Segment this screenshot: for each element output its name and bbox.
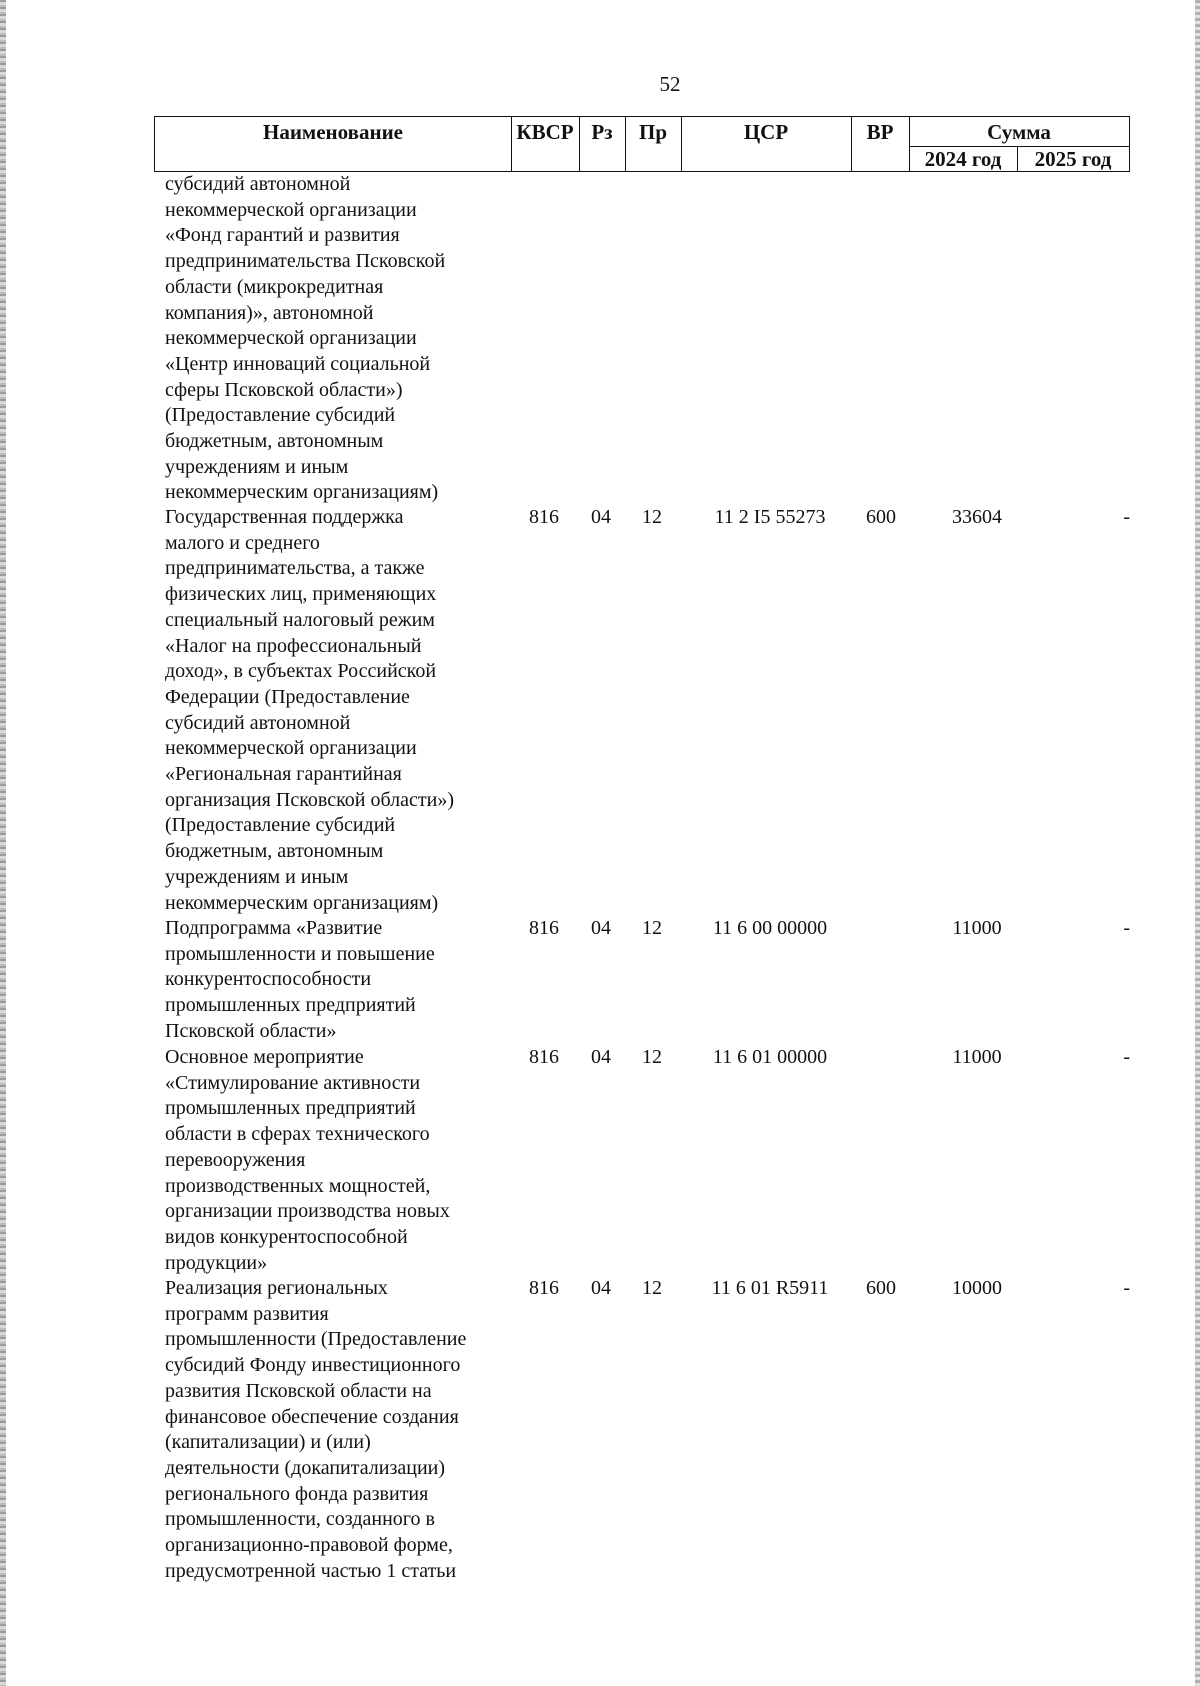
row-2025: - bbox=[1123, 1046, 1130, 1068]
row-rz: 04 bbox=[591, 506, 611, 528]
row-pr: 12 bbox=[642, 917, 662, 939]
header-vr: ВР bbox=[866, 120, 894, 144]
row-2024: 11000 bbox=[952, 917, 1002, 939]
row-name: Государственная поддержка малого и среднего предпринимательства, а также физических лиц, применяющих специальный налоговый режим «Налог на профессиональный доход», в субъектах Российской Федерации (Предоставление субсидий автономной некоммерческой организации «Региональная гарантийная организация Псковской области») (Предоставление субсидий бюджетным, автономным учреждениям и иным некоммерческим организациям) bbox=[165, 506, 455, 914]
row-2024: 10000 bbox=[952, 1277, 1002, 1299]
row-csr: 11 2 I5 55273 bbox=[714, 506, 826, 528]
row-csr: 11 6 01 00000 bbox=[712, 1046, 828, 1068]
row-pr: 12 bbox=[642, 506, 662, 528]
row-2024: 33604 bbox=[952, 506, 1002, 528]
row-pr: 12 bbox=[642, 1277, 662, 1299]
header-kvsr: КВСР bbox=[516, 120, 574, 144]
row-kvsr: 816 bbox=[529, 506, 559, 528]
row-2024: 11000 bbox=[952, 1046, 1002, 1068]
row-kvsr: 816 bbox=[529, 1046, 559, 1068]
row-name: Реализация региональных программ развития промышленности (Предоставление субсидий Фонду инвестиционного развития Псковской области на финансовое обеспечение создания (капитализации) и (или) деятельности (докапитализации) регионального фонда развития промышленности, созданного в организационно-правовой форме, предусмотренной частью 1 статьи bbox=[165, 1277, 467, 1582]
row-rz: 04 bbox=[591, 917, 611, 939]
row-rz: 04 bbox=[591, 1046, 611, 1068]
scan-edge-left bbox=[0, 0, 6, 1686]
header-2024: 2024 год bbox=[924, 147, 1002, 171]
header-name: Наименование bbox=[263, 120, 403, 144]
row-name: Подпрограмма «Развитие промышленности и повышение конкурентоспособности промышленных предприятий Псковской области» bbox=[165, 917, 435, 1042]
row-pr: 12 bbox=[642, 1046, 662, 1068]
row-vr: 600 bbox=[866, 506, 896, 528]
row-csr: 11 6 01 R5911 bbox=[711, 1277, 829, 1299]
table-header bbox=[154, 116, 1130, 172]
row-csr: 11 6 00 00000 bbox=[712, 917, 828, 939]
scan-edge-right bbox=[1195, 0, 1200, 1686]
header-rz: Рз bbox=[591, 120, 613, 144]
row-rz: 04 bbox=[591, 1277, 611, 1299]
row-2025: - bbox=[1123, 917, 1130, 939]
row-name: Основное мероприятие «Стимулирование активности промышленных предприятий области в сферах технического перевооружения производственных мощностей, организации производства новых видов конкурентоспособной продукции» bbox=[165, 1046, 450, 1274]
header-pr: Пр bbox=[638, 120, 667, 144]
row-2025: - bbox=[1123, 506, 1130, 528]
row-kvsr: 816 bbox=[529, 917, 559, 939]
row-name: субсидий автономной некоммерческой организации «Фонд гарантий и развития предпринимательства Псковской области (микрокредитная компания)», автономной некоммерческой организации «Центр инноваций социальной сферы Псковской области») (Предоставление субсидий бюджетным, автономным учреждениям и иным некоммерческим организациям) bbox=[165, 173, 446, 504]
header-2025: 2025 год bbox=[1034, 147, 1112, 171]
row-kvsr: 816 bbox=[529, 1277, 559, 1299]
row-2025: - bbox=[1123, 1277, 1130, 1299]
row-vr: 600 bbox=[866, 1277, 896, 1299]
page-number: 52 bbox=[659, 72, 681, 96]
header-csr: ЦСР bbox=[743, 120, 789, 144]
header-sum: Сумма bbox=[987, 120, 1051, 144]
